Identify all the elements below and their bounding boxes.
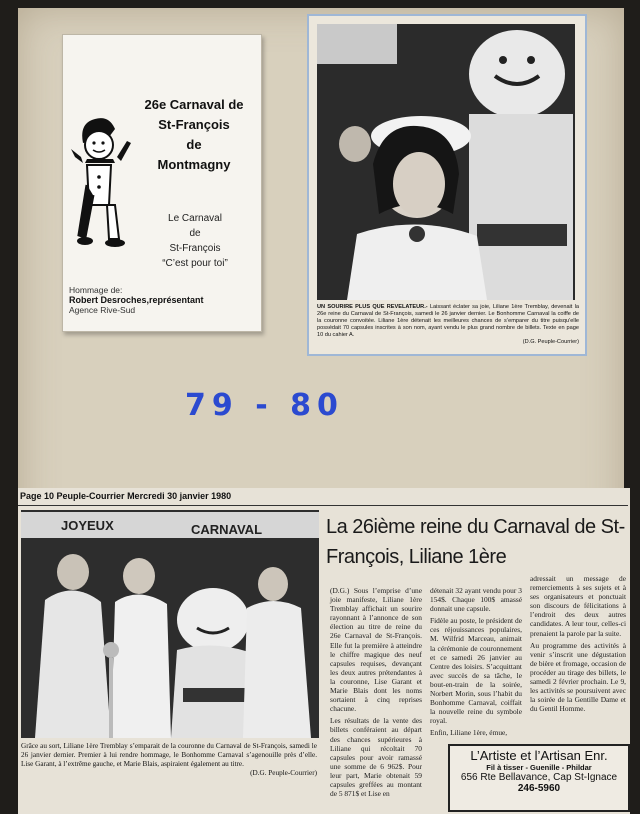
tribute-agency: Agence Rive-Sud [69, 305, 136, 315]
carnival-group-photo [21, 510, 319, 738]
article-paragraph: (D.G.) Sous l’emprise d’une joie manifeste, Liliane 1ère Tremblay affichait un sourire rayonnant à l’annonce de son élection au titre de reine du 26e Carnaval de St-François. Elle fut la première à atteindre le chiffre magique des neuf capsules requises, devançant les deux autres prétendantes à la couronne, Lise Garant et Marie Blais dont les noms sortaient à cinq reprises chacune. [330, 586, 422, 714]
artisan-advertisement [448, 744, 630, 812]
carnival-booklet [62, 34, 262, 332]
group-caption-text: Grâce au sort, Liliane 1ère Tremblay s’emparait de la couronne du Carnaval de St-François, samedi le 26 janvier dernier. Premier à lui rendre hommage, le Bonhomme Carnaval s’agenouille près d’elle. Lise Garant, à l’extrême gauche, et Marie Blais, aspiraient également au titre. [21, 742, 317, 768]
booklet-title-line: Montmagny [157, 157, 231, 172]
article-paragraph: Enfin, Liliane 1ère, émue, [430, 728, 508, 738]
queen-crowning-photo [317, 24, 575, 300]
caption-body: Laissant éclater sa joie, Liliane 1ère Tremblay, devenait la 26e reine du Carnaval de St-François, samedi le 26 janvier dernier. Le Bonhomme Carnaval la coiffe de la couronne convoitée. Liliane 1ère détenait les meilleures chances de s’emparer du titre puisqu’elle possédait 70 capsules inscrites à son nom, ayant vendu le plus grand nombre de billets. Texte en page 10 du cahier A. [317, 304, 579, 338]
ad-phone: 246-5960 [517, 783, 561, 794]
photo-illustration [317, 24, 575, 300]
booklet-title-line: St-François [158, 117, 230, 132]
header-page: Page 10 Peuple-Courrier [20, 491, 125, 501]
ad-business-name: L’Artiste et l’Artisan Enr. [470, 748, 608, 763]
article-paragraph: détenait 32 ayant vendu pour 3 154$. Chaque 100$ amassé donnait une capsule. [430, 586, 522, 614]
header-date: Mercredi 30 janvier 1980 [127, 491, 232, 501]
bonhomme-carnaval-illustration [69, 105, 133, 255]
article-paragraph: adressait un message de remerciements à ses sujets et à ses organisateurs et ponctuait son discours de félicitations à l’endroit des deux autres candidates. A leur tour, celles-ci prenaient la parole par la suite. [530, 574, 626, 638]
booklet-subtitle-line: St-François [169, 243, 221, 254]
booklet-subtitle [135, 211, 255, 271]
queen-photo-caption [317, 304, 579, 346]
group-photo-credit: (D.G. Peuple-Courrier) [250, 769, 317, 777]
article-paragraph: Au programme des activités à venir s’inscrit une dégustation de bière et fromage, occasion de procéder au tirage des billets, le samedi 2 février prochain. Le 9, les activités se poursuivent avec la soirée de la Gentille Dame et du Gentil Homme. [530, 640, 626, 714]
banner-right-text: CARNAVAL [191, 522, 263, 537]
handwritten-year: 79 - 80 [185, 388, 344, 423]
booklet-subtitle-line: “C’est pour toi” [162, 258, 228, 269]
booklet-subtitle-line: Le Carnaval [168, 213, 222, 224]
article-column-3 [530, 574, 626, 716]
article-column-1 [330, 586, 422, 801]
queen-photo-clipping [307, 14, 587, 356]
newspaper-clipping [18, 488, 630, 814]
ad-address: 656 Rte Bellavance, Cap St-Ignace [460, 772, 618, 783]
booklet-title-line: de [186, 137, 202, 152]
tribute-label: Hommage de: [69, 285, 123, 295]
caption-lead: UN SOURIRE PLUS QUE REVELATEUR.- [317, 304, 428, 310]
booklet-subtitle-line: de [189, 228, 201, 239]
article-paragraph: Les résultats de la vente des billets conféraient au départ des chances supérieures à Liliane qui récoltait 70 capsules pour avoir ramassé une somme de 6 962$. Pour leur part, Marie obtenait 59 capsules greffées au montant de 5 871$ et Lise en [330, 716, 422, 799]
tribute-name: Robert Desroches,représentant [69, 295, 204, 305]
article-headline: La 26ième reine du Carnaval de St-François, Liliane 1ère [326, 516, 625, 568]
booklet-title-line: 26e Carnaval de [144, 97, 244, 112]
article-paragraph: Fidèle au poste, le président de ces réjouissances populaires, M. Wilfrid Marceau, animait la cérémonie de couronnement et ce samedi 26 janvier au Centre des loisirs. S’acquittant avec succès de sa tâche, le bout-en-train de la soirée, Norbert Morin, sous l’habit du Bonhomme Carnaval, coiffait la nouvelle reine du symbole royal. [430, 616, 522, 726]
booklet-tribute [69, 285, 259, 315]
newspaper-header [20, 491, 231, 501]
ad-products: Fil à tisser - Guenille - Phildar [486, 763, 592, 772]
group-photo-illustration [21, 510, 319, 738]
group-photo-caption [21, 742, 317, 778]
photo-credit: (D.G. Peuple-Courrier) [522, 339, 579, 345]
header-rule [18, 505, 628, 506]
article-column-2 [430, 586, 522, 741]
banner-left-text: JOYEUX [61, 518, 114, 533]
booklet-title [129, 95, 259, 175]
